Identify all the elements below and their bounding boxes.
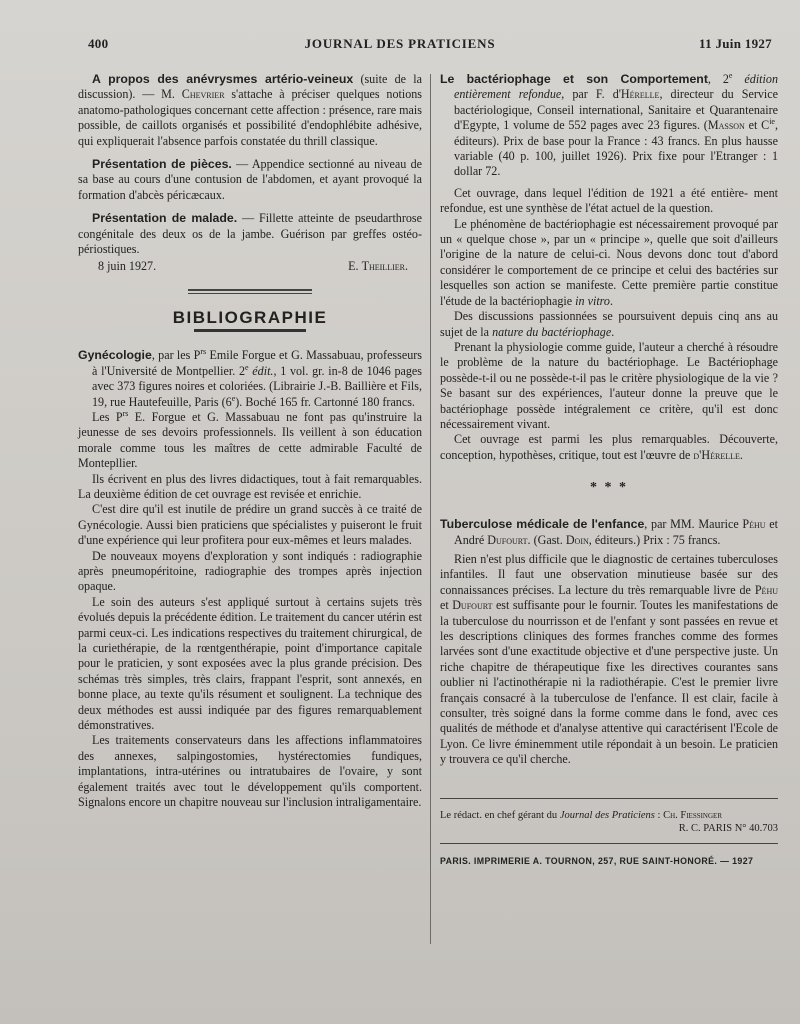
section-heading: Présentation de pièces. <box>92 157 232 172</box>
book-title: Gynécologie <box>78 348 152 363</box>
review-paragraph: Prenant la physiologie comme guide, l'auteur a cherché à résoudre le problème de la nature du bactériophage. Le Bactériophage possède-t-il ou ne possède-t-il pas le critère physiologique de la vie ? Se basant sur des expériences, l'auteur donne la preuve que le bactériophage possède intégralement ce critère, qu'il est donc nécessairement vivant. <box>440 339 778 431</box>
review-paragraph: Des discussions passionnées se poursuivent depuis cinq ans au sujet de la nature du bactériophage. <box>440 309 778 339</box>
section-separator <box>188 289 312 294</box>
review-paragraph: Rien n'est plus difficile que le diagnostic de certaines tuberculoses infantiles. Il faut une observation minutieuse basée sur des connaissances précises. La lecture du très remarquable livre de Péhu et Dufourt est suffisante pour le fournir. Toutes les manifestations de la tuberculose du nourrisson et de l'enfant y sont passées en revue et les descriptions cliniques des formes franches comme des formes larvées sont d'une exactitude objective et d'une perspective juste. Un riche chapitre de thérapeutique fixe les directives courantes sans oublier ni l'actinothérapie ni la radiothérapie. C'est le premier livre français consacré à la tuberculose de l'enfance. Il est clair, facile à consulter, très soigné dans la forme comme dans le fond, avec ces qualités de méthode et d'analyse attentive qui caractérisent l'Ecole de Lyon. Ce livre éminemment utile répondait à un besoin. Le praticien y trouvera ce qu'il cherche. <box>440 551 778 767</box>
page-number: 400 <box>88 36 109 51</box>
column-divider <box>430 74 431 944</box>
registry-number: R. C. PARIS N° 40.703 <box>678 822 778 834</box>
book-title: Le bactériophage et son Comportement <box>440 72 708 86</box>
review-paragraph: Ils écrivent en plus des livres didactiques, tout à fait remarquables. La deuxième édition de cet ouvrage est revisée et enrichie. <box>78 471 422 501</box>
right-column <box>440 72 778 869</box>
review-paragraph: Les $P^{rs}$ E. Forgue et G. Massabuau ne font pas qu'instruire la jeunesse de ses devoirs professionnels. Ils veillent à son éducation morale comme tous les maîtres de cette admirable Faculté de Montepllier. <box>78 408 422 471</box>
signature-author: E. Theillier. <box>348 259 408 274</box>
review-paragraph: Le soin des auteurs s'est appliqué surtout à certains sujets très évolués depuis la précédente édition. Le traitement du cancer utérin est parmi ceux-ci. Les indications respectives du traitement chirurgical, de la curiethérapie, de la rœntgenthérapie, point d'importance capitale pour le praticien, y sont exposées avec la plus grande précision. Des schémas très simples, très clairs, frappant l'esprit, sont annexés, en bonne place, au texte qu'ils résument et soulignent. La technique des deux méthodes est aussi indiquée par des figures remarquablement démonstratives. <box>78 594 422 733</box>
asterism-separator: * * * <box>590 480 628 496</box>
bibliographie-title: BIBLIOGRAPHIE <box>172 307 328 327</box>
book-entry-tuberculose: Tuberculose médicale de l'enfance, par MM. Maurice Péhu et André Dufourt. (Gast. Doin, éditeurs.) Prix : 75 francs. <box>440 517 778 547</box>
author-name: Chevrier <box>181 87 225 102</box>
section-malade: Présentation de malade. — Fillette atteinte de pseudarthrose congénitale des deux os de la jambe. Guérison par greffes ostéo-périostiques. <box>78 211 422 257</box>
left-column <box>78 72 422 810</box>
editor-line: Le rédact. en chef gérant du Journal des Praticiens : Ch. Fiessinger <box>440 809 722 821</box>
title-underline <box>194 329 306 332</box>
section-heading: A propos des anévrysmes artério-veineux <box>92 72 354 86</box>
review-paragraph: Le phénomène de bactériophagie est nécessairement provoqué par un « quelque chose », par un « principe », quelle que soit d'ailleurs l'origine de la nature de celui-ci. Nous devons donc tout d'abord considérer le comportement de ce principe et celui des bactéries sur lesquelles son action se manifeste. Cette première partie constitue l'étude de la bactériophagie in vitro. <box>440 216 778 308</box>
issue-date: 11 Juin 1927 <box>699 36 772 51</box>
footer-rule <box>440 798 778 799</box>
review-paragraph: C'est dire qu'il est inutile de prédire un grand succès à ce traité de Gynécologie. Aussi bien praticiens que spécialistes y puiseront le fruit d'une expérience qui leur profitera pour eux-mêmes et leurs malades. <box>78 502 422 548</box>
book-entry-bacteriophage: Le bactériophage et son Comportement, 2e édition entièrement refondue, par F. d'Hérelle, directeur du Service bactériologique, Conseil international, Sanitaire et Quarantenaire d'Egypte, 1 volume de 552 pages avec 23 figures. (Masson et $C^{ie}$, éditeurs). Prix de base pour la France : 43 francs. En plus hausse variable (40 p. 100, juillet 1926). Prix fixe pour l'Etranger : 1 dollar 72. <box>440 70 778 179</box>
printer-line: PARIS. IMPRIMERIE A. TOURNON, 257, RUE SAINT-HONORÉ. — 1927 <box>440 855 754 866</box>
section-heading: Présentation de malade. <box>92 211 238 226</box>
signature-date: 8 juin 1927. <box>98 259 157 274</box>
footer-rule <box>440 843 778 844</box>
signature-line <box>78 259 422 274</box>
book-entry-gynecologie: Gynécologie, par les $P^{rs}$ Emile Forgue et G. Massabuau, professeurs à l'Université de Montpellier. 2e édit., 1 vol. gr. in-8 de 1046 pages avec 373 figures noires et coloriées. (Librairie J.-B. Baillière et Fils, 19, rue Hautefeuille, Paris (6e). Boché 165 fr. Cartonné 180 francs. <box>78 347 423 409</box>
review-paragraph: Les traitements conservateurs dans les affections inflammatoires des annexes, salpingostomies, hystérectomies fundiques, implantations, intra-utérines ou intratubaires de l'ovaire, y sont également traités avec tout le développement qu'ils comportent. Signalons encore un chapitre nouveau sur l'inclusion intraligamentaire. <box>78 733 422 810</box>
section-pieces: Présentation de pièces. — Appendice sectionné au niveau de sa base au cours d'une contusion de l'abdomen, et ayant provoqué la formation d'abcès péricæcaux. <box>78 157 422 202</box>
book-title: Tuberculose médicale de l'enfance <box>440 517 645 532</box>
journal-title: JOURNAL DES PRATICIENS <box>304 36 496 51</box>
section-anevrysmes: A propos des anévrysmes artério-veineux (suite de la discussion). — M. Chevrier s'attache à préciser quelques notions anatomo-pathologiques concernant cette affection : présence, rare mais possible, de caillots organisés et possibilité d'endophlébite adhésive, qui expliquerait l'absence parfois constatée du thrill classique. <box>78 72 423 148</box>
review-paragraph: Cet ouvrage est parmi les plus remarquables. Découverte, conception, hypothèses, critique, tout est l'œuvre de d'Hérelle. <box>440 432 778 462</box>
review-paragraph: Cet ouvrage, dans lequel l'édition de 1921 a été entière- ment refondue, est une synthèse de l'état actuel de la question. <box>440 185 778 216</box>
review-paragraph: De nouveaux moyens d'exploration y sont indiqués : radiographie après pneumopéritoine, radiographie des trompes après injection opaque. <box>78 548 422 594</box>
